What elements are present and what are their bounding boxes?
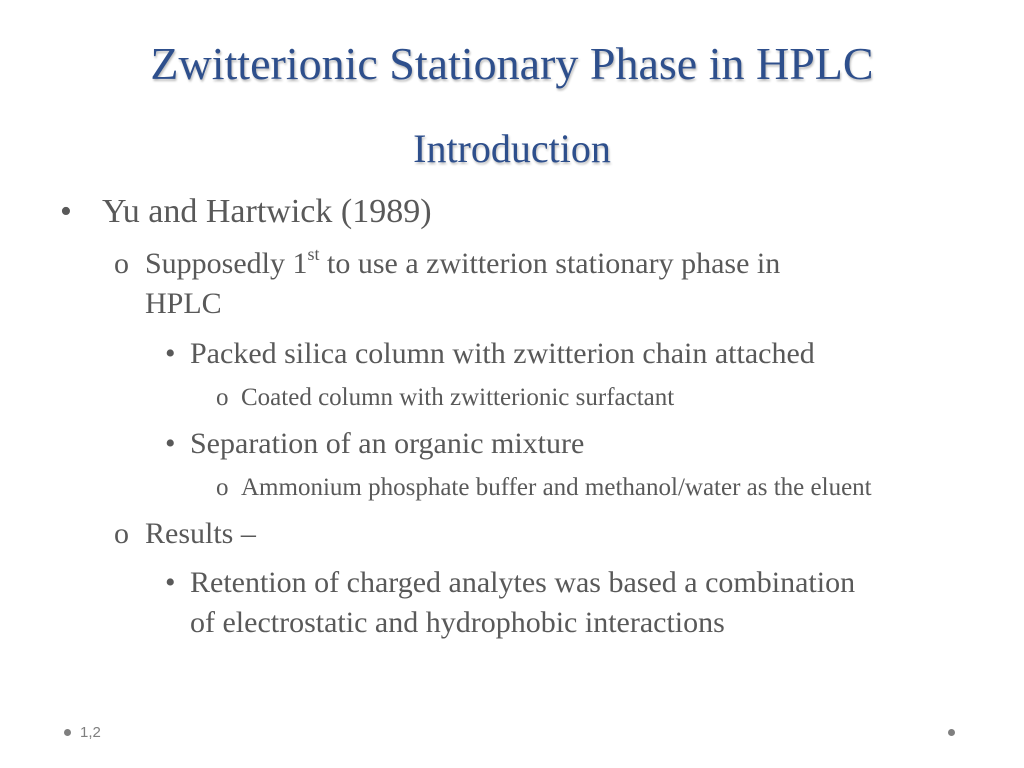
bullet-supposedly-line2: HPLC bbox=[145, 287, 222, 320]
bullet-marker: o bbox=[114, 517, 129, 550]
bullet-marker: o bbox=[216, 384, 229, 411]
bullet-marker: • bbox=[60, 193, 72, 230]
bullet-marker: • bbox=[165, 427, 176, 460]
bullet-marker: o bbox=[216, 474, 229, 501]
bullet-marker: • bbox=[165, 337, 176, 370]
footer-dot-right bbox=[948, 729, 955, 736]
bullet-supposedly bbox=[145, 244, 780, 284]
footer-dot-left bbox=[64, 729, 71, 736]
bullet-results: Results – bbox=[145, 517, 256, 550]
superscript: st bbox=[307, 244, 320, 264]
bullet-marker: • bbox=[165, 566, 176, 599]
slide-reference-number: 1,2 bbox=[80, 724, 101, 741]
bullet-yu-hartwick: Yu and Hartwick (1989) bbox=[102, 193, 432, 230]
bullet-marker: o bbox=[114, 247, 129, 280]
bullet-retention-line2: of electrostatic and hydrophobic interactions bbox=[190, 606, 725, 639]
text-segment: to use a zwitterion stationary phase in bbox=[319, 247, 781, 280]
bullet-retention: Retention of charged analytes was based a combination bbox=[190, 566, 856, 599]
bullet-packed-silica: Packed silica column with zwitterion chain attached bbox=[190, 337, 815, 370]
slide-subtitle: Introduction bbox=[413, 126, 611, 171]
text-segment: Supposedly 1 bbox=[145, 247, 308, 280]
bullet-ammonium-phosphate: Ammonium phosphate buffer and methanol/water as the eluent bbox=[241, 474, 872, 501]
slide-title: Zwitterionic Stationary Phase in HPLC bbox=[150, 38, 874, 89]
bullet-coated-column: Coated column with zwitterionic surfactant bbox=[241, 384, 675, 411]
bullet-separation: Separation of an organic mixture bbox=[190, 427, 585, 460]
